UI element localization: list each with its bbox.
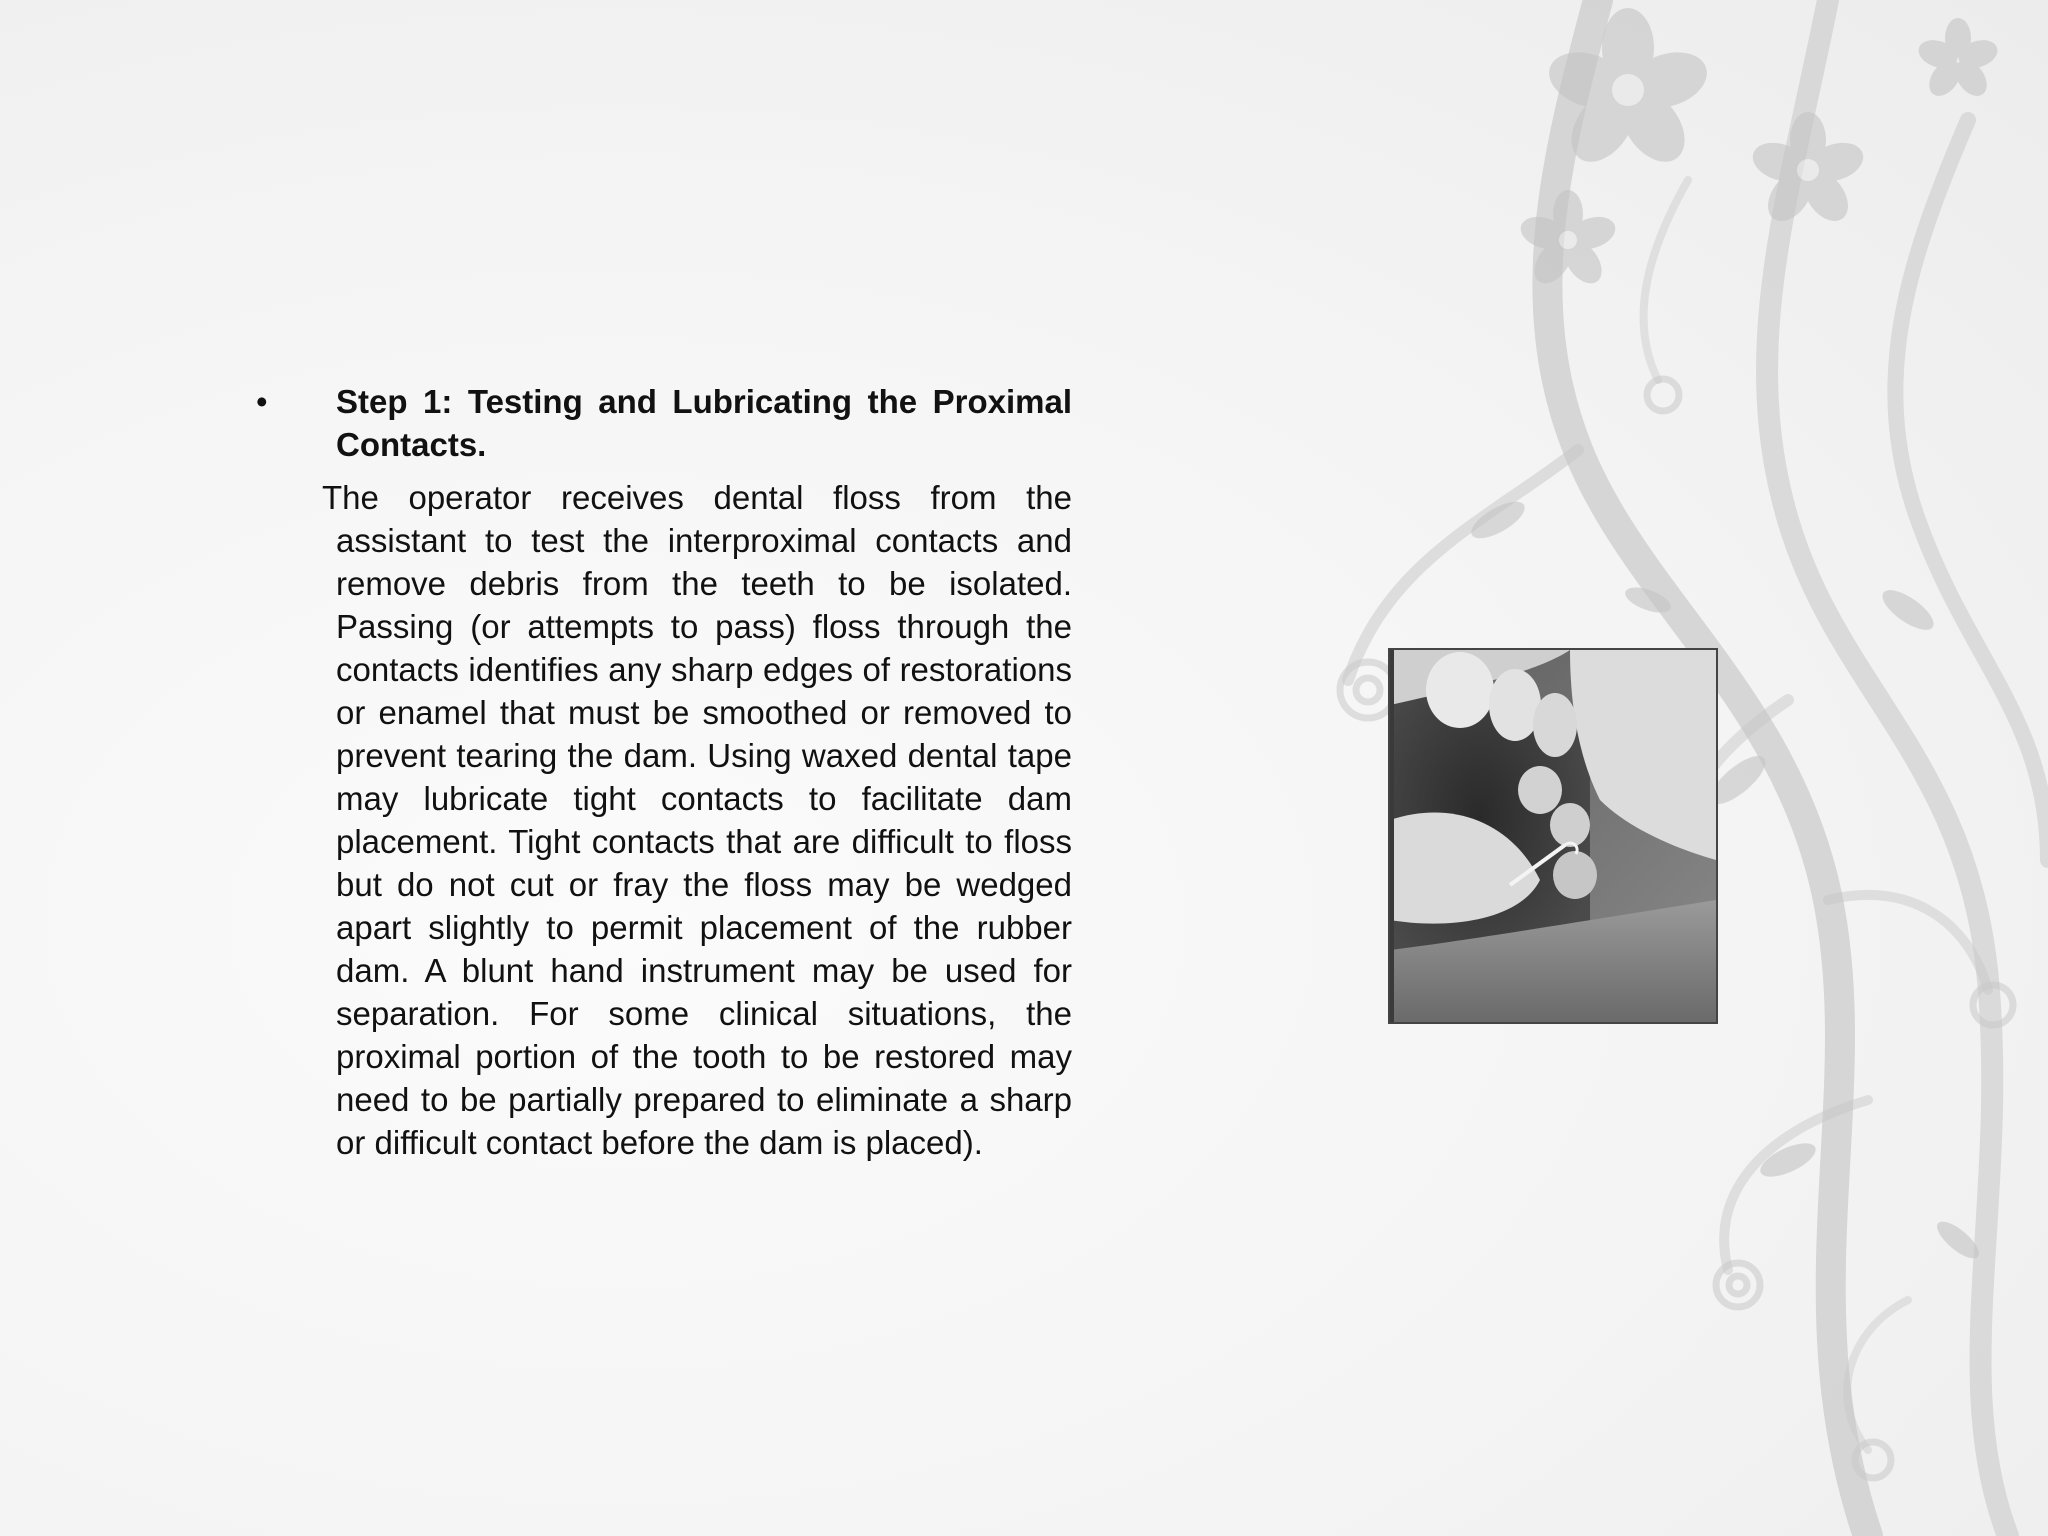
dental-floss-photo-icon — [1390, 650, 1716, 1022]
dental-floss-photo — [1388, 648, 1718, 1024]
text-content — [250, 380, 1072, 1164]
bullet-item — [250, 380, 1072, 466]
step-heading: Step 1: Testing and Lubricating the Proximal Contacts. — [336, 383, 1072, 463]
bullet-marker: • — [256, 383, 268, 420]
step-description: The operator receives dental floss from the assistant to test the interproximal contacts and remove debris from the teeth to be isolated. Passing (or attempts to pass) floss through the contacts identifies any sharp edges of restorations or enamel that must be smoothed or removed to prevent tearing the dam. Using waxed dental tape may lubricate tight contacts to facilitate dam placement. Tight contacts that are difficult to floss but do not cut or fray the floss may be wedged apart slightly to permit placement of the rubber dam. A blunt hand instrument may be used for separation. For some clinical situations, the proximal portion of the tooth to be restored may need to be partially prepared to eliminate a sharp or difficult contact before the dam is placed). — [322, 479, 1072, 1161]
